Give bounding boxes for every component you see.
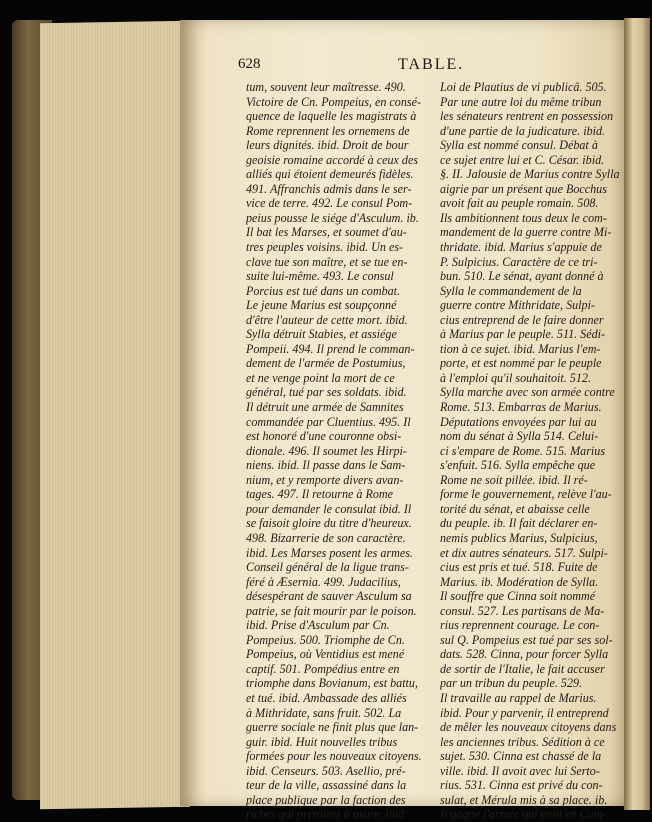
page-edges [40, 21, 190, 810]
text-line: quence de laquelle les magistrats à [246, 109, 417, 124]
text-line: s'enfuit. 516. Sylla empêche que [440, 458, 596, 473]
text-line: Sylla marche avec son armée contre [440, 385, 615, 400]
text-line: Marius. ib. Modération de Sylla. [440, 574, 599, 589]
text-line: tum, souvent leur maîtresse. 490. [246, 80, 406, 94]
text-line: est honoré d'une couronne obsi- [246, 429, 402, 444]
left-column [246, 80, 432, 822]
text-line: Conseil général de la ligue trans- [246, 560, 409, 575]
text-line: à l'emploi qu'il souhaitoit. 512. [440, 370, 591, 385]
text-line: Victoire de Cn. Pompeius, en consé- [246, 94, 421, 109]
text-line: ville. ibid. Il avoit avec lui Serto- [440, 763, 600, 778]
text-line: vice de terre. 492. Le consul Pom- [246, 196, 413, 211]
text-line: consul. 527. Les partisans de Ma- [440, 603, 605, 618]
text-line: par un tribun du peuple. 529. [440, 676, 583, 691]
page-number: 628 [238, 56, 261, 72]
text-line: ci s'empare de Rome. 515. Marius [440, 443, 606, 458]
text-line: Députations envoyées par lui au [440, 414, 597, 429]
text-line: Sylla est nommé consul. Débat à [440, 138, 598, 153]
text-line: §. II. Jalousie de Marius contre Sylla [440, 167, 620, 182]
text-line: patrie, se fait mourir par le poison. [246, 603, 417, 618]
text-line: mandement de la guerre contre Mi- [440, 225, 612, 240]
text-line: cius entreprend de le faire donner [440, 312, 604, 327]
text-line: du peuple. ib. Il fait déclarer en- [440, 516, 598, 531]
text-line: forme le gouvernement, relève l'au- [440, 487, 612, 502]
text-line: rius. 531. Cinna est privé du con- [440, 778, 603, 793]
text-line: captif. 501. Pompédius entre en [246, 661, 400, 676]
text-line: féré à Æsernia. 499. Judacilius, [246, 574, 401, 589]
text-line: thridate. ibid. Marius s'appuie de [440, 240, 602, 255]
right-column [440, 80, 624, 822]
text-line: avoit fait au peuple romain. 508. [440, 196, 599, 211]
text-line: nemis publics Marius, Sulpicius, [440, 530, 598, 545]
text-line: Pompeii. 494. Il prend le comman- [246, 341, 415, 356]
text-line: commandée par Cluentius. 495. Il [246, 414, 411, 429]
text-line: suite lui-même. 493. Le consul [246, 269, 394, 284]
text-line: tres peuples voisins. ibid. Un es- [246, 240, 404, 255]
text-line: sujet. 530. Cinna est chassé de la [440, 749, 602, 764]
text-line: teur de la ville, assassiné dans la [246, 778, 407, 793]
text-line: aigrie par un présent que Bocchus [440, 181, 607, 196]
text-line: guerre contre Mithridate, Sulpi- [440, 298, 595, 313]
text-line: Pompeius, où Ventidius est mené [246, 647, 405, 662]
text-line: Rome ne soit pillée. ibid. Il ré- [440, 472, 588, 487]
text-line: Rome. 513. Embarras de Marius. [440, 400, 602, 415]
text-line: à Mithridate, sans fruit. 502. La [246, 705, 402, 720]
text-line: ibid. Les Marses posent les armes. [246, 545, 413, 560]
text-line: général, tué par ses soldats. ibid. [246, 385, 407, 400]
text-line: Il gagne l'armée qui étoit en Cam- [440, 807, 607, 822]
text-line: place publique par la faction des [246, 792, 406, 807]
text-line: rius reprennent courage. Le con- [440, 618, 600, 633]
text-line: ibid. Prise d'Asculum par Cn. [246, 618, 390, 633]
text-line: Porcius est tué dans un combat. [246, 283, 401, 298]
text-line: alliés qui étoient demeurés fidèles. [246, 167, 414, 182]
text-line: bun. 510. Le sénat, ayant donné à [440, 269, 604, 284]
text-line: et ne venge point la mort de ce [246, 370, 395, 385]
text-line: P. Sulpicius. Caractère de ce tri- [440, 254, 598, 269]
text-line: ce sujet entre lui et C. César. ibid. [440, 152, 605, 167]
text-line: Sylla le commandement de la [440, 283, 582, 298]
text-line: de mêler les nouveaux citoyens dans [440, 720, 617, 735]
text-line: tion à ce sujet. ibid. Marius l'em- [440, 341, 601, 356]
text-line: torité du sénat, et abaisse celle [440, 501, 590, 516]
text-line: sulat, et Mérula mis à sa place. ib. [440, 792, 608, 807]
text-line: d'une partie de la judicature. ibid. [440, 123, 606, 138]
text-line: dats. 528. Cinna, pour forcer Sylla [440, 647, 609, 662]
text-line: dement de l'armée de Postumius, [246, 356, 406, 371]
text-line: triomphe dans Bovianum, est battu, [246, 676, 418, 691]
text-line: cius est pris et tué. 518. Fuite de [440, 560, 598, 575]
text-line: 491. Affranchis admis dans le ser- [246, 181, 412, 196]
text-line: geoisie romaine accordé à ceux des [246, 152, 419, 167]
text-line: 498. Bizarrerie de son caractère. [246, 530, 406, 545]
text-line: niens. ibid. Il passe dans le Sam- [246, 458, 406, 473]
text-line: les anciennes tribus. Sédition à ce [440, 734, 605, 749]
text-line: Par une autre loi du même tribun [440, 94, 602, 109]
text-line: tages. 497. Il retourne à Rome [246, 487, 394, 502]
facing-page-edge [624, 18, 650, 810]
text-line: de sortir de l'Italie, le fait accuser [440, 661, 605, 676]
text-line: Pompeius. 500. Triomphe de Cn. [246, 632, 405, 647]
text-line: dionale. 496. Il soumet les Hirpi- [246, 443, 407, 458]
text-line: clave tue son maître, et se tue en- [246, 254, 408, 269]
text-line: et tué. ibid. Ambassade des alliés [246, 690, 407, 705]
text-line: guir. ibid. Huit nouvelles tribus [246, 734, 398, 749]
text-line: Ils ambitionnent tous deux le com- [440, 210, 607, 225]
text-line: formées pour les nouveaux citoyens. [246, 749, 422, 764]
text-line: d'être l'auteur de cette mort. ibid. [246, 312, 408, 327]
text-line: Il travaille au rappel de Marius. [440, 690, 597, 705]
text-line: sul Q. Pompeius est tué par ses sol- [440, 632, 613, 647]
text-line: peius pousse le siége d'Asculum. ib. [246, 210, 419, 225]
page-header [238, 56, 618, 76]
running-head: TABLE. [398, 56, 465, 73]
text-line: et dix autres sénateurs. 517. Sulpi- [440, 545, 608, 560]
text-line: riches qui prêtoient à usure. ibid. [246, 807, 408, 822]
text-line: ibid. Pour y parvenir, il entreprend [440, 705, 609, 720]
text-line: désespérant de sauver Asculum sa [246, 589, 412, 604]
text-line: nom du sénat à Sylla 514. Celui- [440, 429, 599, 444]
text-line: leurs dignités. ibid. Droit de bour [246, 138, 409, 153]
text-line: se faisoit gloire du titre d'heureux. [246, 516, 412, 531]
text-line: les sénateurs rentrent en possession [440, 109, 614, 124]
text-line: Il souffre que Cinna soit nommé [440, 589, 596, 604]
text-line: Le jeune Marius est soupçonné [246, 298, 397, 313]
text-line: nium, et y remporte divers avan- [246, 472, 404, 487]
text-line: Il détruit une armée de Samnites [246, 400, 404, 415]
text-line: guerre sociale ne finit plus que lan- [246, 720, 419, 735]
text-line: Il bat les Marses, et soumet d'au- [246, 225, 407, 240]
text-line: à Marius par le peuple. 511. Sédi- [440, 327, 606, 342]
text-line: Loi de Plautius de vi publicâ. 505. [440, 80, 607, 94]
text-line: pour demander le consulat ibid. Il [246, 501, 412, 516]
text-line: porte, et est nommé par le peuple [440, 356, 602, 371]
text-line: ibid. Censeurs. 503. Asellio, pré- [246, 763, 406, 778]
text-line: Sylla détruit Stabies, et assiége [246, 327, 397, 342]
text-line: Rome reprennent les ornemens de [246, 123, 410, 138]
